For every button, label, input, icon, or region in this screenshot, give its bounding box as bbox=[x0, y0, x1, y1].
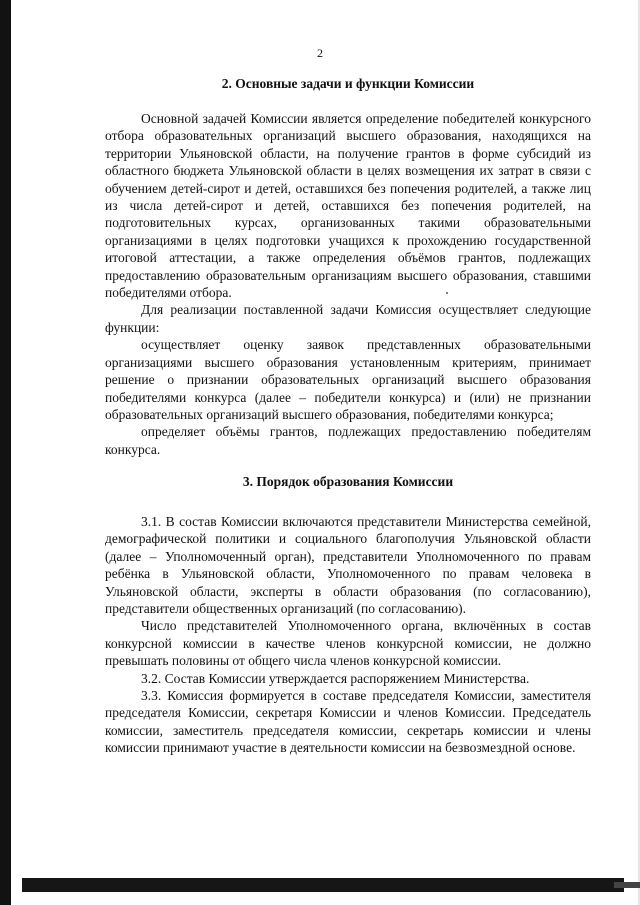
paragraph: 3.3. Комиссия формируется в составе председателя Комиссии, заместителя председателя Комиссии, секретаря Комиссии и членов Комиссии. Председатель комиссии, заместитель председателя комиссии, секретарь комиссии и члены комиссии принимают участие в деятельности комиссии на безвозмездной основе. bbox=[105, 688, 591, 756]
page-number: 2 bbox=[317, 46, 323, 60]
paragraph: 3.1. В состав Комиссии включаются представители Министерства семейной, демографической политики и социального благополучия Ульяновской области (далее – Уполномоченный орган), представители Уполномоченного по правам ребёнка в Ульяновской области, Уполномоченного по правам человека в Ульяновской области, эксперты в области образования (по согласованию), представители общественных организаций (по согласованию). bbox=[105, 514, 591, 617]
scan-left-edge bbox=[0, 0, 11, 905]
section-2-title: 2. Основные задачи и функции Комиссии bbox=[221, 76, 475, 91]
scan-bottom-edge bbox=[22, 878, 624, 892]
section-2-body bbox=[105, 110, 591, 458]
paragraph: определяет объёмы грантов, подлежащих предоставлению победителям конкурса. bbox=[105, 424, 591, 457]
section-3-body bbox=[105, 513, 591, 757]
paragraph: Для реализации поставленной задачи Комиссия осуществляет следующие функции: bbox=[105, 302, 591, 335]
section-3-title: 3. Порядок образования Комиссии bbox=[242, 474, 454, 489]
paragraph: осуществляет оценку заявок представленных образовательными организациями высшего образования установленным критериям, принимает решение о признании образовательных организаций высшего образования победителями конкурса (далее – победители конкурса) и (или) не признании образовательных организаций высшего образования, победителями конкурса; bbox=[105, 337, 591, 422]
paragraph: Число представителей Уполномоченного органа, включённых в состав конкурсной комиссии в качестве членов конкурсной комиссии, не должно превышать половины от общего числа членов конкурсной комиссии. bbox=[105, 618, 591, 669]
paragraph: Основной задачей Комиссии является определение победителей конкурсного отбора образовательных организаций высшего образования, находящихся на территории Ульяновской области, на получение грантов в форме субсидий из областного бюджета Ульяновской области в целях возмещения их затрат в связи с обучением детей-сирот и детей, оставшихся без попечения родителей, а также лиц из числа детей-сирот и детей, оставшихся без попечения родителей, на подготовительных курсах, организованных такими образовательными организациями в целях подготовки учащихся к прохождению государственной итоговой аттестации, а также определения объёмов грантов, подлежащих предоставлению образовательным организациям высшего образования, ставшими победителями отбора. bbox=[105, 111, 591, 301]
paragraph: 3.2. Состав Комиссии утверждается распоряжением Министерства. bbox=[141, 670, 530, 686]
